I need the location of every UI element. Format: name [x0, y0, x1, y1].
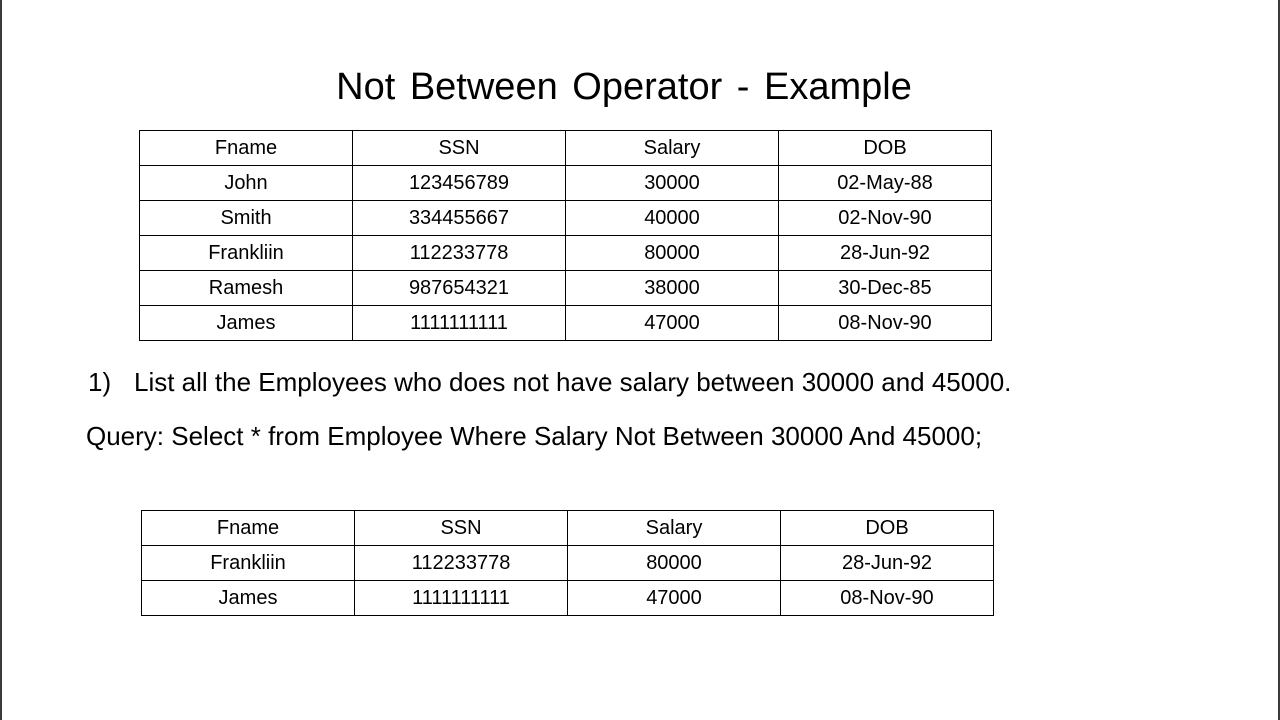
table-cell: 28-Jun-92	[779, 236, 992, 271]
table-cell: 02-Nov-90	[779, 201, 992, 236]
table-header-row	[140, 131, 992, 166]
table-cell: 40000	[566, 201, 779, 236]
table-row	[140, 166, 992, 201]
table-cell: 02-May-88	[779, 166, 992, 201]
table-cell: 80000	[568, 546, 781, 581]
table-header-row	[142, 511, 994, 546]
column-header: DOB	[781, 511, 994, 546]
table-cell: 28-Jun-92	[781, 546, 994, 581]
table-row	[140, 201, 992, 236]
table-cell: 08-Nov-90	[779, 306, 992, 341]
table-cell: 30-Dec-85	[779, 271, 992, 306]
table-cell: 1111111111	[355, 581, 568, 616]
result-table	[141, 510, 994, 616]
table-cell: 112233778	[355, 546, 568, 581]
question-text: List all the Employees who does not have salary between 30000 and 45000.	[134, 367, 1012, 397]
table-row	[140, 271, 992, 306]
table-row	[142, 581, 994, 616]
table-cell: Ramesh	[140, 271, 353, 306]
column-header: Salary	[566, 131, 779, 166]
table-cell: Frankliin	[142, 546, 355, 581]
table-cell: Smith	[140, 201, 353, 236]
table-cell: 08-Nov-90	[781, 581, 994, 616]
table-cell: 112233778	[353, 236, 566, 271]
table-row	[140, 306, 992, 341]
table-cell: John	[140, 166, 353, 201]
table-row	[142, 546, 994, 581]
table-cell: 30000	[566, 166, 779, 201]
table-cell: 1111111111	[353, 306, 566, 341]
column-header: Salary	[568, 511, 781, 546]
table-cell: 80000	[566, 236, 779, 271]
table-cell: 987654321	[353, 271, 566, 306]
column-header: Fname	[142, 511, 355, 546]
column-header: SSN	[353, 131, 566, 166]
table-cell: James	[142, 581, 355, 616]
table-cell: Frankliin	[140, 236, 353, 271]
question-number: 1)	[88, 367, 112, 397]
page-title: Not Between Operator - Example	[336, 66, 912, 108]
table-row	[140, 236, 992, 271]
column-header: Fname	[140, 131, 353, 166]
table-cell: 334455667	[353, 201, 566, 236]
table-cell: James	[140, 306, 353, 341]
table-cell: 123456789	[353, 166, 566, 201]
table-cell: 47000	[566, 306, 779, 341]
column-header: SSN	[355, 511, 568, 546]
table-cell: 38000	[566, 271, 779, 306]
table-cell: 47000	[568, 581, 781, 616]
sql-query: Query: Select * from Employee Where Salary Not Between 30000 And 45000;	[86, 421, 983, 451]
question-line	[88, 364, 1011, 400]
column-header: DOB	[779, 131, 992, 166]
employee-table	[139, 130, 992, 341]
